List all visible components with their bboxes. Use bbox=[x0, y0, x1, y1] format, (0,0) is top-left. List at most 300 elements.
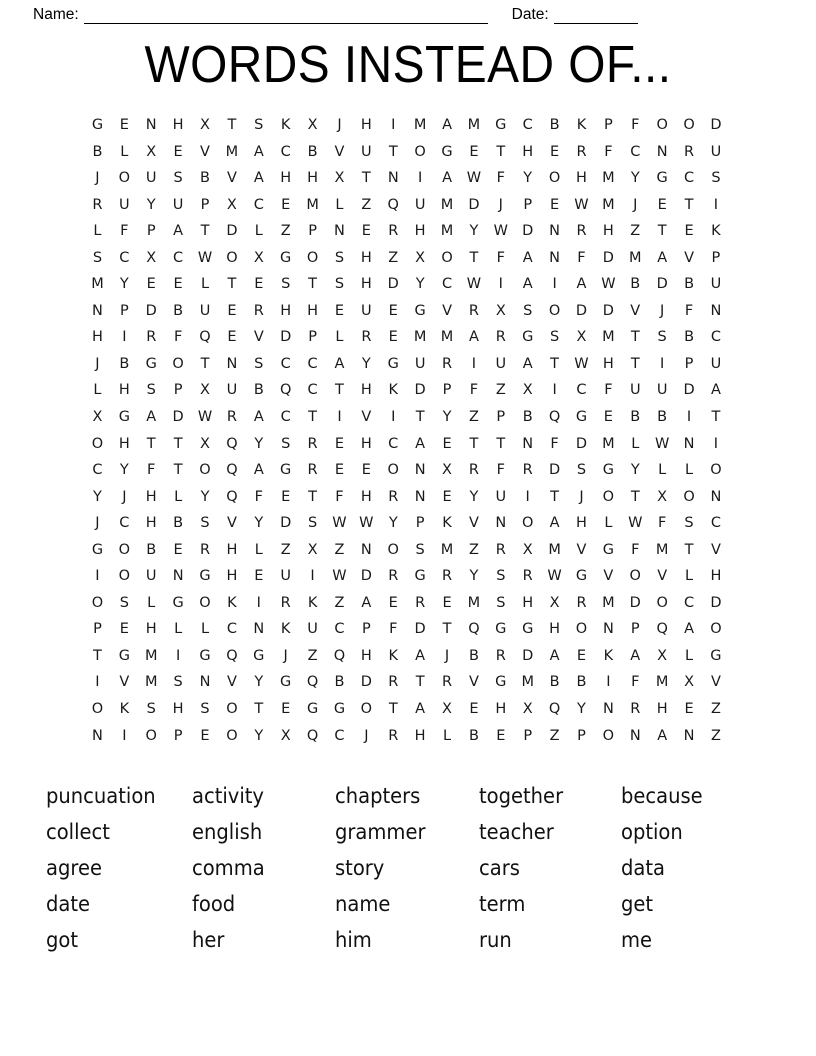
grid-cell[interactable]: Y bbox=[254, 515, 264, 532]
grid-cell[interactable]: E bbox=[281, 196, 291, 213]
grid-cell[interactable]: V bbox=[710, 541, 721, 558]
grid-cell[interactable]: T bbox=[684, 541, 694, 558]
date-input-line[interactable] bbox=[554, 10, 638, 24]
grid-cell[interactable]: T bbox=[630, 488, 640, 505]
grid-cell[interactable]: U bbox=[172, 196, 184, 213]
grid-cell[interactable]: X bbox=[200, 382, 210, 399]
grid-cell[interactable]: C bbox=[630, 143, 641, 160]
grid-cell[interactable]: H bbox=[414, 727, 426, 744]
grid-cell[interactable]: R bbox=[280, 594, 291, 611]
grid-cell[interactable]: P bbox=[308, 329, 317, 346]
grid-cell[interactable]: G bbox=[199, 647, 211, 664]
grid-cell[interactable]: C bbox=[710, 515, 721, 532]
grid-cell[interactable]: D bbox=[387, 276, 399, 293]
grid-cell[interactable]: D bbox=[172, 409, 184, 426]
grid-cell[interactable]: H bbox=[91, 329, 103, 346]
grid-cell[interactable]: V bbox=[226, 674, 237, 691]
grid-cell[interactable]: N bbox=[602, 621, 614, 638]
grid-cell[interactable]: F bbox=[496, 249, 505, 266]
grid-cell[interactable]: Y bbox=[254, 727, 264, 744]
grid-cell[interactable]: U bbox=[414, 355, 426, 372]
grid-cell[interactable]: A bbox=[146, 409, 157, 426]
grid-cell[interactable]: S bbox=[254, 355, 264, 372]
grid-cell[interactable]: L bbox=[93, 223, 102, 240]
grid-cell[interactable]: M bbox=[144, 674, 158, 691]
grid-cell[interactable]: S bbox=[496, 568, 506, 585]
grid-cell[interactable]: L bbox=[684, 568, 694, 585]
grid-cell[interactable]: D bbox=[602, 302, 614, 319]
grid-cell[interactable]: I bbox=[256, 594, 261, 611]
grid-cell[interactable]: K bbox=[119, 701, 130, 718]
grid-cell[interactable]: S bbox=[523, 302, 533, 319]
grid-cell[interactable]: H bbox=[414, 223, 426, 240]
grid-cell[interactable]: A bbox=[173, 223, 184, 240]
grid-cell[interactable]: W bbox=[197, 249, 213, 266]
grid-cell[interactable]: M bbox=[467, 117, 481, 133]
grid-cell[interactable]: S bbox=[200, 701, 210, 718]
grid-cell[interactable]: U bbox=[119, 196, 130, 213]
grid-cell[interactable]: P bbox=[361, 621, 371, 638]
grid-cell[interactable]: U bbox=[199, 302, 211, 319]
grid-cell[interactable]: M bbox=[602, 170, 615, 187]
grid-cell[interactable]: C bbox=[710, 329, 721, 346]
grid-cell[interactable]: D bbox=[602, 249, 614, 266]
grid-cell[interactable]: Q bbox=[468, 621, 480, 638]
grid-cell[interactable]: M bbox=[440, 329, 454, 346]
grid-cell[interactable]: E bbox=[361, 223, 371, 240]
grid-cell[interactable]: H bbox=[172, 701, 184, 718]
grid-cell[interactable]: L bbox=[254, 223, 263, 240]
grid-cell[interactable]: J bbox=[95, 170, 100, 187]
grid-cell[interactable]: R bbox=[522, 462, 533, 479]
grid-cell[interactable]: L bbox=[442, 727, 452, 744]
grid-cell[interactable]: M bbox=[467, 594, 481, 611]
grid-cell[interactable]: Z bbox=[307, 647, 318, 664]
grid-cell[interactable]: W bbox=[654, 435, 670, 452]
grid-cell[interactable]: Q bbox=[226, 488, 238, 505]
grid-cell[interactable]: E bbox=[334, 435, 345, 452]
grid-cell[interactable]: Q bbox=[226, 462, 238, 479]
grid-cell[interactable]: G bbox=[280, 462, 292, 479]
grid-cell[interactable]: V bbox=[253, 329, 264, 346]
grid-cell[interactable]: I bbox=[417, 170, 423, 187]
grid-cell[interactable]: S bbox=[119, 594, 129, 611]
grid-cell[interactable]: V bbox=[710, 674, 721, 691]
grid-cell[interactable]: G bbox=[253, 647, 265, 664]
grid-cell[interactable]: O bbox=[118, 541, 131, 558]
word-list-item[interactable]: agree bbox=[46, 856, 103, 880]
grid-cell[interactable]: R bbox=[630, 701, 641, 718]
word-list-item[interactable]: grammer bbox=[335, 820, 426, 844]
grid-cell[interactable]: A bbox=[415, 647, 426, 664]
grid-cell[interactable]: E bbox=[254, 568, 264, 585]
grid-cell[interactable]: I bbox=[391, 117, 396, 133]
grid-cell[interactable]: E bbox=[469, 701, 479, 718]
grid-cell[interactable]: K bbox=[388, 647, 398, 664]
grid-cell[interactable]: G bbox=[522, 621, 534, 638]
grid-cell[interactable]: H bbox=[307, 170, 319, 187]
grid-cell[interactable]: E bbox=[388, 329, 398, 346]
grid-cell[interactable]: R bbox=[361, 329, 372, 346]
grid-cell[interactable]: J bbox=[579, 488, 584, 505]
grid-cell[interactable]: P bbox=[200, 196, 210, 213]
word-list-item[interactable]: food bbox=[192, 892, 236, 916]
grid-cell[interactable]: G bbox=[414, 568, 426, 585]
grid-cell[interactable]: J bbox=[337, 117, 342, 133]
grid-cell[interactable]: M bbox=[602, 196, 615, 213]
grid-cell[interactable]: R bbox=[495, 541, 506, 558]
grid-cell[interactable]: S bbox=[281, 276, 291, 293]
grid-cell[interactable]: D bbox=[710, 117, 722, 133]
grid-cell[interactable]: W bbox=[466, 170, 482, 187]
grid-cell[interactable]: T bbox=[200, 355, 210, 372]
grid-cell[interactable]: L bbox=[658, 462, 667, 479]
word-list-item[interactable]: name bbox=[335, 892, 391, 916]
grid-cell[interactable]: Y bbox=[442, 409, 452, 426]
grid-cell[interactable]: X bbox=[415, 249, 426, 266]
grid-cell[interactable]: S bbox=[200, 515, 210, 532]
grid-cell[interactable]: D bbox=[360, 674, 372, 691]
grid-cell[interactable]: X bbox=[200, 435, 210, 452]
grid-cell[interactable]: B bbox=[576, 674, 587, 691]
grid-cell[interactable]: G bbox=[495, 674, 507, 691]
grid-cell[interactable]: K bbox=[280, 621, 291, 638]
grid-cell[interactable]: M bbox=[440, 541, 454, 558]
grid-cell[interactable]: S bbox=[254, 117, 264, 133]
grid-cell[interactable]: H bbox=[522, 143, 534, 160]
grid-cell[interactable]: H bbox=[576, 515, 587, 532]
grid-cell[interactable]: W bbox=[628, 515, 643, 532]
grid-cell[interactable]: W bbox=[466, 276, 482, 293]
grid-cell[interactable]: I bbox=[498, 276, 503, 293]
grid-cell[interactable]: K bbox=[711, 223, 721, 240]
grid-cell[interactable]: E bbox=[550, 143, 560, 160]
grid-cell[interactable]: H bbox=[145, 515, 157, 532]
grid-cell[interactable]: P bbox=[173, 382, 183, 399]
grid-cell[interactable]: N bbox=[145, 117, 157, 133]
grid-cell[interactable]: L bbox=[200, 276, 210, 293]
grid-cell[interactable]: E bbox=[119, 117, 129, 133]
grid-cell[interactable]: K bbox=[227, 594, 237, 611]
grid-cell[interactable]: X bbox=[495, 302, 506, 319]
grid-cell[interactable]: A bbox=[522, 249, 533, 266]
grid-cell[interactable]: C bbox=[683, 170, 695, 187]
grid-cell[interactable]: O bbox=[91, 435, 104, 452]
grid-cell[interactable]: Q bbox=[199, 329, 211, 346]
grid-cell[interactable]: A bbox=[253, 170, 264, 187]
grid-cell[interactable]: R bbox=[576, 594, 587, 611]
grid-cell[interactable]: H bbox=[710, 568, 722, 585]
grid-cell[interactable]: O bbox=[683, 488, 695, 505]
grid-cell[interactable]: N bbox=[522, 435, 534, 452]
grid-cell[interactable]: L bbox=[335, 196, 344, 213]
grid-cell[interactable]: R bbox=[468, 302, 479, 319]
grid-cell[interactable]: R bbox=[199, 541, 211, 558]
grid-cell[interactable]: O bbox=[575, 621, 588, 638]
grid-cell[interactable]: X bbox=[684, 674, 694, 691]
grid-cell[interactable]: L bbox=[254, 541, 263, 558]
grid-cell[interactable]: Z bbox=[361, 196, 372, 213]
grid-cell[interactable]: P bbox=[93, 621, 102, 638]
grid-cell[interactable]: Y bbox=[254, 674, 264, 691]
grid-cell[interactable]: T bbox=[711, 409, 721, 426]
grid-cell[interactable]: E bbox=[657, 196, 667, 213]
grid-cell[interactable]: M bbox=[91, 276, 104, 293]
grid-cell[interactable]: O bbox=[226, 727, 238, 744]
grid-cell[interactable]: O bbox=[629, 568, 641, 585]
grid-cell[interactable]: C bbox=[119, 249, 130, 266]
grid-cell[interactable]: Q bbox=[333, 647, 346, 664]
grid-cell[interactable]: E bbox=[603, 409, 613, 426]
grid-cell[interactable]: C bbox=[280, 409, 291, 426]
grid-cell[interactable]: M bbox=[655, 541, 669, 558]
grid-cell[interactable]: E bbox=[119, 621, 129, 638]
grid-cell[interactable]: C bbox=[253, 196, 264, 213]
grid-cell[interactable]: L bbox=[604, 515, 613, 532]
grid-cell[interactable]: R bbox=[388, 674, 399, 691]
grid-cell[interactable]: P bbox=[146, 223, 156, 240]
grid-cell[interactable]: E bbox=[254, 276, 264, 293]
grid-cell[interactable]: U bbox=[414, 196, 426, 213]
grid-cell[interactable]: G bbox=[91, 541, 104, 558]
grid-cell[interactable]: P bbox=[711, 249, 721, 266]
grid-cell[interactable]: I bbox=[606, 674, 611, 691]
grid-cell[interactable]: J bbox=[95, 355, 100, 372]
grid-cell[interactable]: D bbox=[629, 594, 641, 611]
grid-cell[interactable]: T bbox=[496, 435, 506, 452]
grid-cell[interactable]: C bbox=[441, 276, 453, 293]
grid-cell[interactable]: U bbox=[710, 143, 722, 160]
grid-cell[interactable]: R bbox=[307, 435, 318, 452]
grid-cell[interactable]: O bbox=[602, 727, 615, 744]
grid-cell[interactable]: A bbox=[630, 647, 641, 664]
grid-cell[interactable]: Y bbox=[577, 701, 586, 718]
grid-cell[interactable]: E bbox=[173, 276, 183, 293]
grid-cell[interactable]: Z bbox=[468, 409, 479, 426]
grid-cell[interactable]: T bbox=[496, 143, 506, 160]
grid-cell[interactable]: J bbox=[122, 488, 127, 505]
grid-cell[interactable]: Z bbox=[549, 727, 560, 744]
grid-cell[interactable]: T bbox=[308, 488, 317, 505]
grid-cell[interactable]: J bbox=[633, 196, 638, 213]
grid-cell[interactable]: D bbox=[656, 276, 668, 293]
grid-cell[interactable]: Z bbox=[280, 541, 291, 558]
grid-cell[interactable]: Y bbox=[469, 223, 479, 240]
grid-cell[interactable]: O bbox=[548, 302, 561, 319]
grid-cell[interactable]: N bbox=[629, 727, 641, 744]
word-list-item[interactable]: comma bbox=[192, 856, 265, 880]
grid-cell[interactable]: V bbox=[468, 674, 479, 691]
grid-cell[interactable]: C bbox=[334, 727, 345, 744]
grid-cell[interactable]: H bbox=[307, 302, 319, 319]
grid-cell[interactable]: A bbox=[657, 249, 668, 266]
grid-cell[interactable]: I bbox=[713, 435, 719, 452]
grid-cell[interactable]: N bbox=[710, 302, 722, 319]
grid-cell[interactable]: N bbox=[92, 302, 103, 319]
grid-cell[interactable]: L bbox=[147, 594, 156, 611]
grid-cell[interactable]: X bbox=[657, 488, 668, 505]
grid-cell[interactable]: T bbox=[469, 249, 479, 266]
grid-cell[interactable]: X bbox=[307, 117, 318, 133]
grid-cell[interactable]: H bbox=[656, 701, 668, 718]
grid-cell[interactable]: I bbox=[471, 355, 477, 372]
grid-cell[interactable]: Y bbox=[523, 170, 533, 187]
grid-cell[interactable]: I bbox=[95, 674, 100, 691]
grid-cell[interactable]: N bbox=[549, 223, 561, 240]
grid-cell[interactable]: W bbox=[547, 568, 562, 585]
grid-cell[interactable]: X bbox=[442, 701, 452, 718]
grid-cell[interactable]: E bbox=[576, 647, 587, 664]
grid-cell[interactable]: Y bbox=[630, 462, 640, 479]
grid-cell[interactable]: P bbox=[523, 727, 533, 744]
grid-cell[interactable]: R bbox=[307, 462, 318, 479]
grid-cell[interactable]: V bbox=[334, 143, 345, 160]
grid-cell[interactable]: N bbox=[253, 621, 265, 638]
grid-cell[interactable]: D bbox=[575, 302, 588, 319]
grid-cell[interactable]: I bbox=[175, 647, 181, 664]
grid-cell[interactable]: Q bbox=[279, 382, 292, 399]
grid-cell[interactable]: X bbox=[146, 143, 157, 160]
grid-cell[interactable]: N bbox=[549, 249, 561, 266]
grid-cell[interactable]: E bbox=[227, 302, 237, 319]
grid-cell[interactable]: T bbox=[361, 170, 371, 187]
grid-cell[interactable]: S bbox=[281, 435, 291, 452]
grid-cell[interactable]: P bbox=[496, 409, 506, 426]
grid-cell[interactable]: H bbox=[602, 355, 614, 372]
grid-cell[interactable]: L bbox=[93, 382, 102, 399]
grid-cell[interactable]: O bbox=[91, 594, 104, 611]
grid-cell[interactable]: D bbox=[145, 302, 157, 319]
grid-cell[interactable]: L bbox=[631, 435, 640, 452]
grid-cell[interactable]: C bbox=[226, 621, 237, 638]
grid-cell[interactable]: Z bbox=[630, 223, 641, 240]
grid-cell[interactable]: F bbox=[631, 541, 640, 558]
grid-cell[interactable]: S bbox=[146, 382, 156, 399]
grid-cell[interactable]: H bbox=[280, 302, 292, 319]
word-list-item[interactable]: puncuation bbox=[46, 784, 156, 808]
grid-cell[interactable]: I bbox=[552, 382, 557, 399]
grid-cell[interactable]: T bbox=[227, 276, 237, 293]
word-list-item[interactable]: collect bbox=[46, 820, 110, 844]
grid-cell[interactable]: U bbox=[145, 170, 157, 187]
grid-cell[interactable]: O bbox=[414, 143, 426, 160]
grid-cell[interactable]: V bbox=[200, 143, 210, 160]
grid-cell[interactable]: N bbox=[199, 674, 211, 691]
grid-cell[interactable]: S bbox=[684, 515, 694, 532]
grid-cell[interactable]: V bbox=[226, 515, 237, 532]
grid-cell[interactable]: T bbox=[173, 435, 183, 452]
grid-cell[interactable]: T bbox=[415, 674, 425, 691]
grid-cell[interactable]: E bbox=[388, 594, 398, 611]
grid-cell[interactable]: T bbox=[93, 647, 102, 664]
grid-cell[interactable]: E bbox=[146, 276, 156, 293]
grid-cell[interactable]: C bbox=[119, 515, 130, 532]
grid-cell[interactable]: I bbox=[713, 196, 719, 213]
grid-cell[interactable]: Y bbox=[119, 462, 129, 479]
grid-cell[interactable]: O bbox=[710, 621, 722, 638]
grid-cell[interactable]: E bbox=[227, 329, 237, 346]
grid-cell[interactable]: A bbox=[549, 647, 560, 664]
grid-cell[interactable]: T bbox=[200, 223, 210, 240]
grid-cell[interactable]: B bbox=[630, 276, 641, 293]
grid-cell[interactable]: N bbox=[683, 727, 695, 744]
grid-cell[interactable]: S bbox=[496, 594, 506, 611]
grid-cell[interactable]: P bbox=[119, 302, 129, 319]
grid-cell[interactable]: L bbox=[174, 488, 183, 505]
grid-cell[interactable]: T bbox=[308, 276, 317, 293]
grid-cell[interactable]: Q bbox=[306, 727, 319, 744]
grid-cell[interactable]: U bbox=[361, 302, 372, 319]
grid-cell[interactable]: W bbox=[574, 196, 589, 213]
grid-cell[interactable]: X bbox=[253, 249, 264, 266]
grid-cell[interactable]: W bbox=[493, 223, 508, 240]
grid-cell[interactable]: T bbox=[227, 117, 237, 133]
grid-cell[interactable]: O bbox=[118, 568, 131, 585]
grid-cell[interactable]: V bbox=[603, 568, 614, 585]
grid-cell[interactable]: G bbox=[333, 701, 346, 718]
grid-cell[interactable]: G bbox=[710, 647, 722, 664]
grid-cell[interactable]: Q bbox=[548, 701, 561, 718]
grid-cell[interactable]: H bbox=[360, 117, 372, 133]
grid-cell[interactable]: A bbox=[361, 594, 372, 611]
grid-cell[interactable]: R bbox=[146, 329, 157, 346]
grid-cell[interactable]: U bbox=[226, 382, 238, 399]
grid-cell[interactable]: R bbox=[468, 462, 479, 479]
grid-cell[interactable]: Z bbox=[468, 541, 479, 558]
grid-cell[interactable]: I bbox=[525, 488, 530, 505]
grid-cell[interactable]: V bbox=[684, 249, 694, 266]
grid-cell[interactable]: M bbox=[629, 249, 642, 266]
grid-cell[interactable]: S bbox=[549, 329, 560, 346]
grid-cell[interactable]: A bbox=[253, 409, 264, 426]
grid-cell[interactable]: H bbox=[226, 541, 238, 558]
grid-cell[interactable]: Y bbox=[469, 488, 479, 505]
grid-cell[interactable]: A bbox=[522, 276, 533, 293]
grid-cell[interactable]: T bbox=[657, 223, 667, 240]
grid-cell[interactable]: H bbox=[145, 621, 157, 638]
grid-cell[interactable]: B bbox=[173, 302, 184, 319]
grid-cell[interactable]: C bbox=[280, 355, 291, 372]
grid-cell[interactable]: U bbox=[495, 488, 507, 505]
grid-cell[interactable]: I bbox=[122, 727, 127, 744]
grid-cell[interactable]: A bbox=[522, 355, 533, 372]
grid-cell[interactable]: B bbox=[173, 515, 184, 532]
grid-cell[interactable]: A bbox=[576, 276, 587, 293]
grid-cell[interactable]: L bbox=[120, 143, 129, 160]
grid-cell[interactable]: W bbox=[197, 409, 213, 426]
grid-cell[interactable]: R bbox=[495, 647, 506, 664]
grid-cell[interactable]: H bbox=[549, 621, 561, 638]
grid-cell[interactable]: M bbox=[413, 117, 427, 133]
grid-cell[interactable]: R bbox=[415, 594, 426, 611]
grid-cell[interactable]: N bbox=[710, 488, 722, 505]
grid-cell[interactable]: H bbox=[522, 594, 534, 611]
grid-cell[interactable]: X bbox=[200, 117, 210, 133]
grid-cell[interactable]: S bbox=[173, 170, 183, 187]
grid-cell[interactable]: T bbox=[469, 435, 479, 452]
word-list-item[interactable]: teacher bbox=[479, 820, 554, 844]
grid-cell[interactable]: O bbox=[441, 249, 453, 266]
grid-cell[interactable]: A bbox=[442, 117, 452, 133]
grid-cell[interactable]: B bbox=[684, 276, 695, 293]
grid-cell[interactable]: L bbox=[684, 462, 694, 479]
grid-cell[interactable]: I bbox=[552, 276, 557, 293]
grid-cell[interactable]: Z bbox=[280, 223, 291, 240]
grid-cell[interactable]: Y bbox=[119, 276, 129, 293]
grid-cell[interactable]: R bbox=[684, 143, 695, 160]
grid-cell[interactable]: H bbox=[360, 435, 372, 452]
grid-cell[interactable]: E bbox=[684, 223, 694, 240]
